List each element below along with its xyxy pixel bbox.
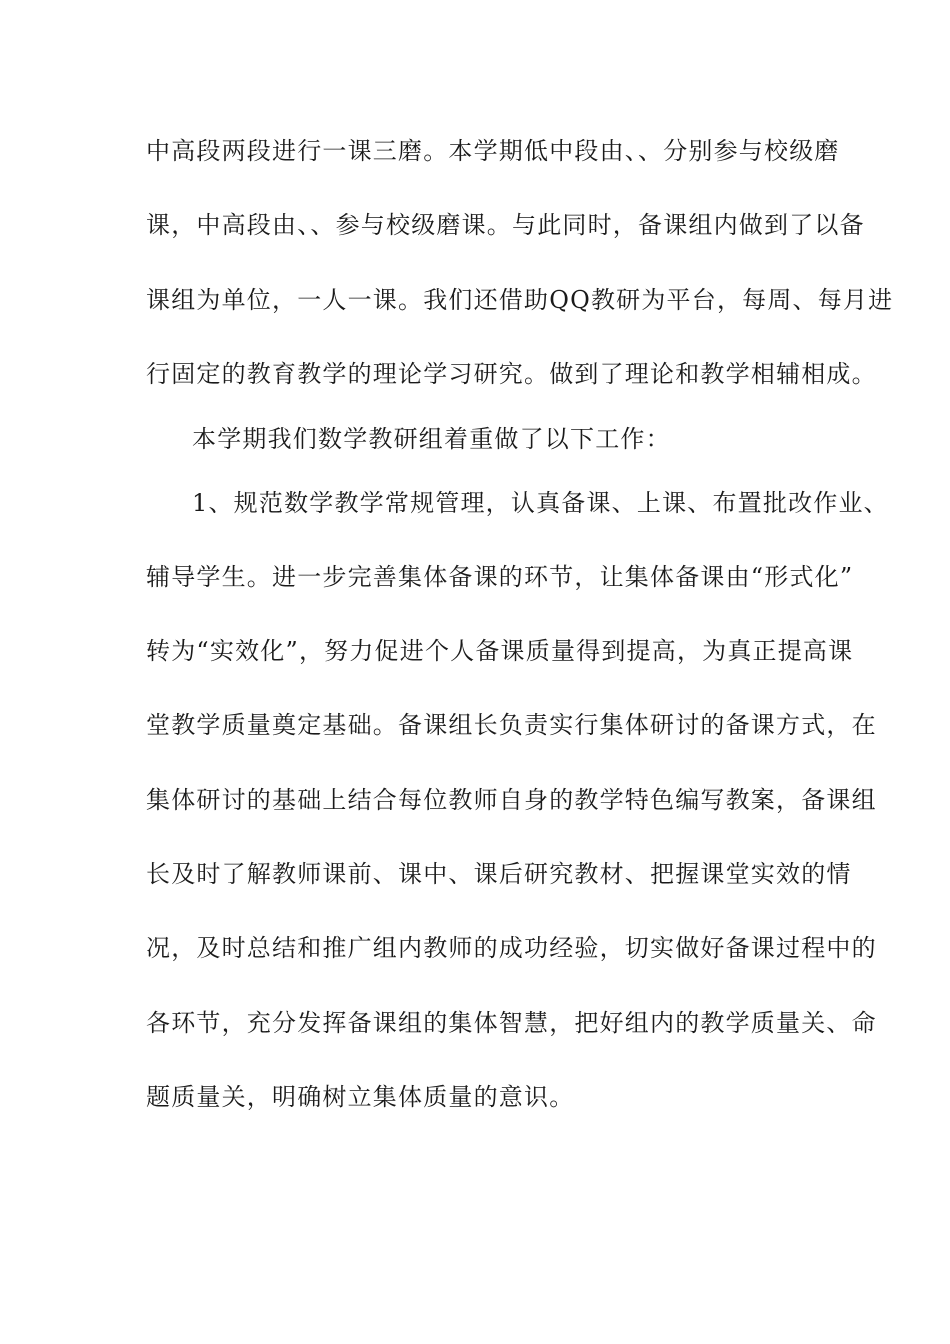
text-line-14: 题质量关，明确树立集体质量的意识。 <box>146 1083 575 1111</box>
text-line-10: 集体研讨的基础上结合每位教师自身的教学特色编写教案，备课组 <box>146 786 877 814</box>
text-line-9: 堂教学质量奠定基础。备课组长负责实行集体研讨的备课方式，在 <box>146 711 877 739</box>
paragraph-intro: 本学期我们数学教研组着重做了以下工作： <box>192 425 671 453</box>
text-line-4: 行固定的教育教学的理论学习研究。做到了理论和教学相辅相成。 <box>146 360 877 388</box>
text-line-7: 辅导学生。进一步完善集体备课的环节，让集体备课由“形式化” <box>146 563 854 591</box>
text-line-12: 况，及时总结和推广组内教师的成功经验，切实做好备课过程中的 <box>146 934 877 962</box>
text-line-13: 各环节，充分发挥备课组的集体智慧，把好组内的教学质量关、命 <box>146 1009 877 1037</box>
list-item-1-start: 1、规范数学教学常规管理，认真备课、上课、布置批改作业、 <box>192 489 889 517</box>
text-line-8: 转为“实效化”，努力促进个人备课质量得到提高，为真正提高课 <box>146 637 854 665</box>
text-line-1: 中高段两段进行一课三磨。本学期低中段由、、分别参与校级磨 <box>146 137 840 165</box>
text-line-3: 课组为单位，一人一课。我们还借助QQ教研为平台，每周、每月进 <box>146 286 894 314</box>
text-line-11: 长及时了解教师课前、课中、课后研究教材、把握课堂实效的情 <box>146 860 852 888</box>
text-line-2: 课，中高段由、、参与校级磨课。与此同时，备课组内做到了以备 <box>146 211 865 239</box>
